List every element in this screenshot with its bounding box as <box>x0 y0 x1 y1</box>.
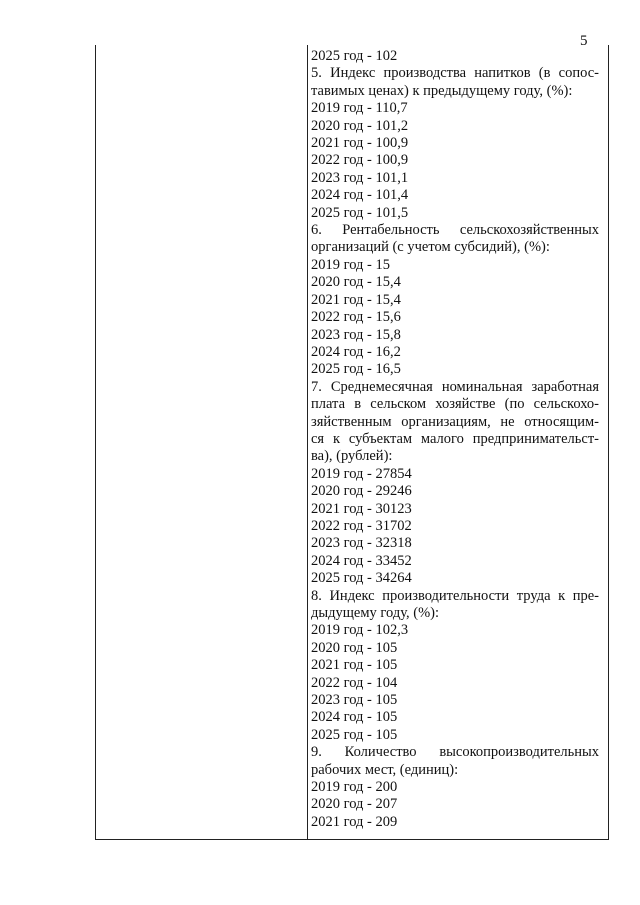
text-line: 2023 год - 15,8 <box>311 326 401 343</box>
indicators-table <box>95 45 609 840</box>
text-line: 2020 год - 105 <box>311 639 398 656</box>
text-line: 2019 год - 27854 <box>311 465 412 482</box>
text-line: 2023 год - 101,1 <box>311 169 409 186</box>
column-divider <box>307 45 308 839</box>
text-line: 7. Среднемесячная номинальная заработная <box>311 378 599 395</box>
text-line: дыдущему году, (%): <box>311 605 440 621</box>
text-line: 2021 год - 105 <box>311 657 398 674</box>
text-line: 6. Рентабельность сельскохозяйственных <box>311 222 599 239</box>
text-line: 2025 год - 34264 <box>311 570 412 587</box>
text-line: 2024 год - 16,2 <box>311 343 401 360</box>
text-line: организаций (с учетом субсидий), (%): <box>311 239 550 256</box>
text-line: 2022 год - 31702 <box>311 517 412 534</box>
text-line: 2019 год - 102,3 <box>311 622 409 639</box>
text-line: зяйственным организациям, не относящим- <box>311 413 599 430</box>
text-line: 2019 год - 110,7 <box>311 100 408 117</box>
text-line: ва), (рублей): <box>311 448 393 465</box>
text-line: 2020 год - 15,4 <box>311 274 401 291</box>
text-line: 2022 год - 104 <box>311 674 398 691</box>
text-line: 2024 год - 105 <box>311 709 398 726</box>
text-line: ся к субъектам малого предпринимательст- <box>311 430 599 447</box>
text-line: 2020 год - 101,2 <box>311 117 409 134</box>
text-line: 5. Индекс производства напитков (в сопос- <box>311 65 599 82</box>
text-line: 2022 год - 15,6 <box>311 309 401 326</box>
text-line: 2022 год - 100,9 <box>311 152 409 169</box>
text-line: 9. Количество высокопроизводительных <box>311 744 599 761</box>
text-line: 2025 год - 101,5 <box>311 204 409 221</box>
text-line: 8. Индекс производительности труда к пре- <box>311 587 599 604</box>
text-line: 2020 год - 29246 <box>311 483 412 500</box>
text-line: плата в сельском хозяйстве (по сельскохо- <box>311 396 599 413</box>
text-line: 2024 год - 33452 <box>311 552 412 569</box>
text-line: 2023 год - 32318 <box>311 535 412 552</box>
text-line: 2025 год - 16,5 <box>311 361 401 378</box>
text-line: 2025 год - 105 <box>311 726 398 743</box>
text-line: 2021 год - 209 <box>311 813 398 830</box>
text-line: 2019 год - 200 <box>311 779 398 796</box>
text-line: 2021 год - 100,9 <box>311 135 409 152</box>
text-line: 2023 год - 105 <box>311 692 398 709</box>
text-line: 2025 год - 102 <box>311 48 398 64</box>
text-line: 2024 год - 101,4 <box>311 187 409 204</box>
page-number: 5 <box>580 33 588 49</box>
text-line: рабочих мест, (единиц): <box>311 761 459 778</box>
text-line: тавимых ценах) к предыдущему году, (%): <box>311 82 573 99</box>
text-line: 2021 год - 30123 <box>311 500 412 517</box>
indicators-column <box>311 48 599 831</box>
text-line: 2020 год - 207 <box>311 796 398 813</box>
text-line: 2019 год - 15 <box>311 256 390 273</box>
text-line: 2021 год - 15,4 <box>311 291 401 308</box>
